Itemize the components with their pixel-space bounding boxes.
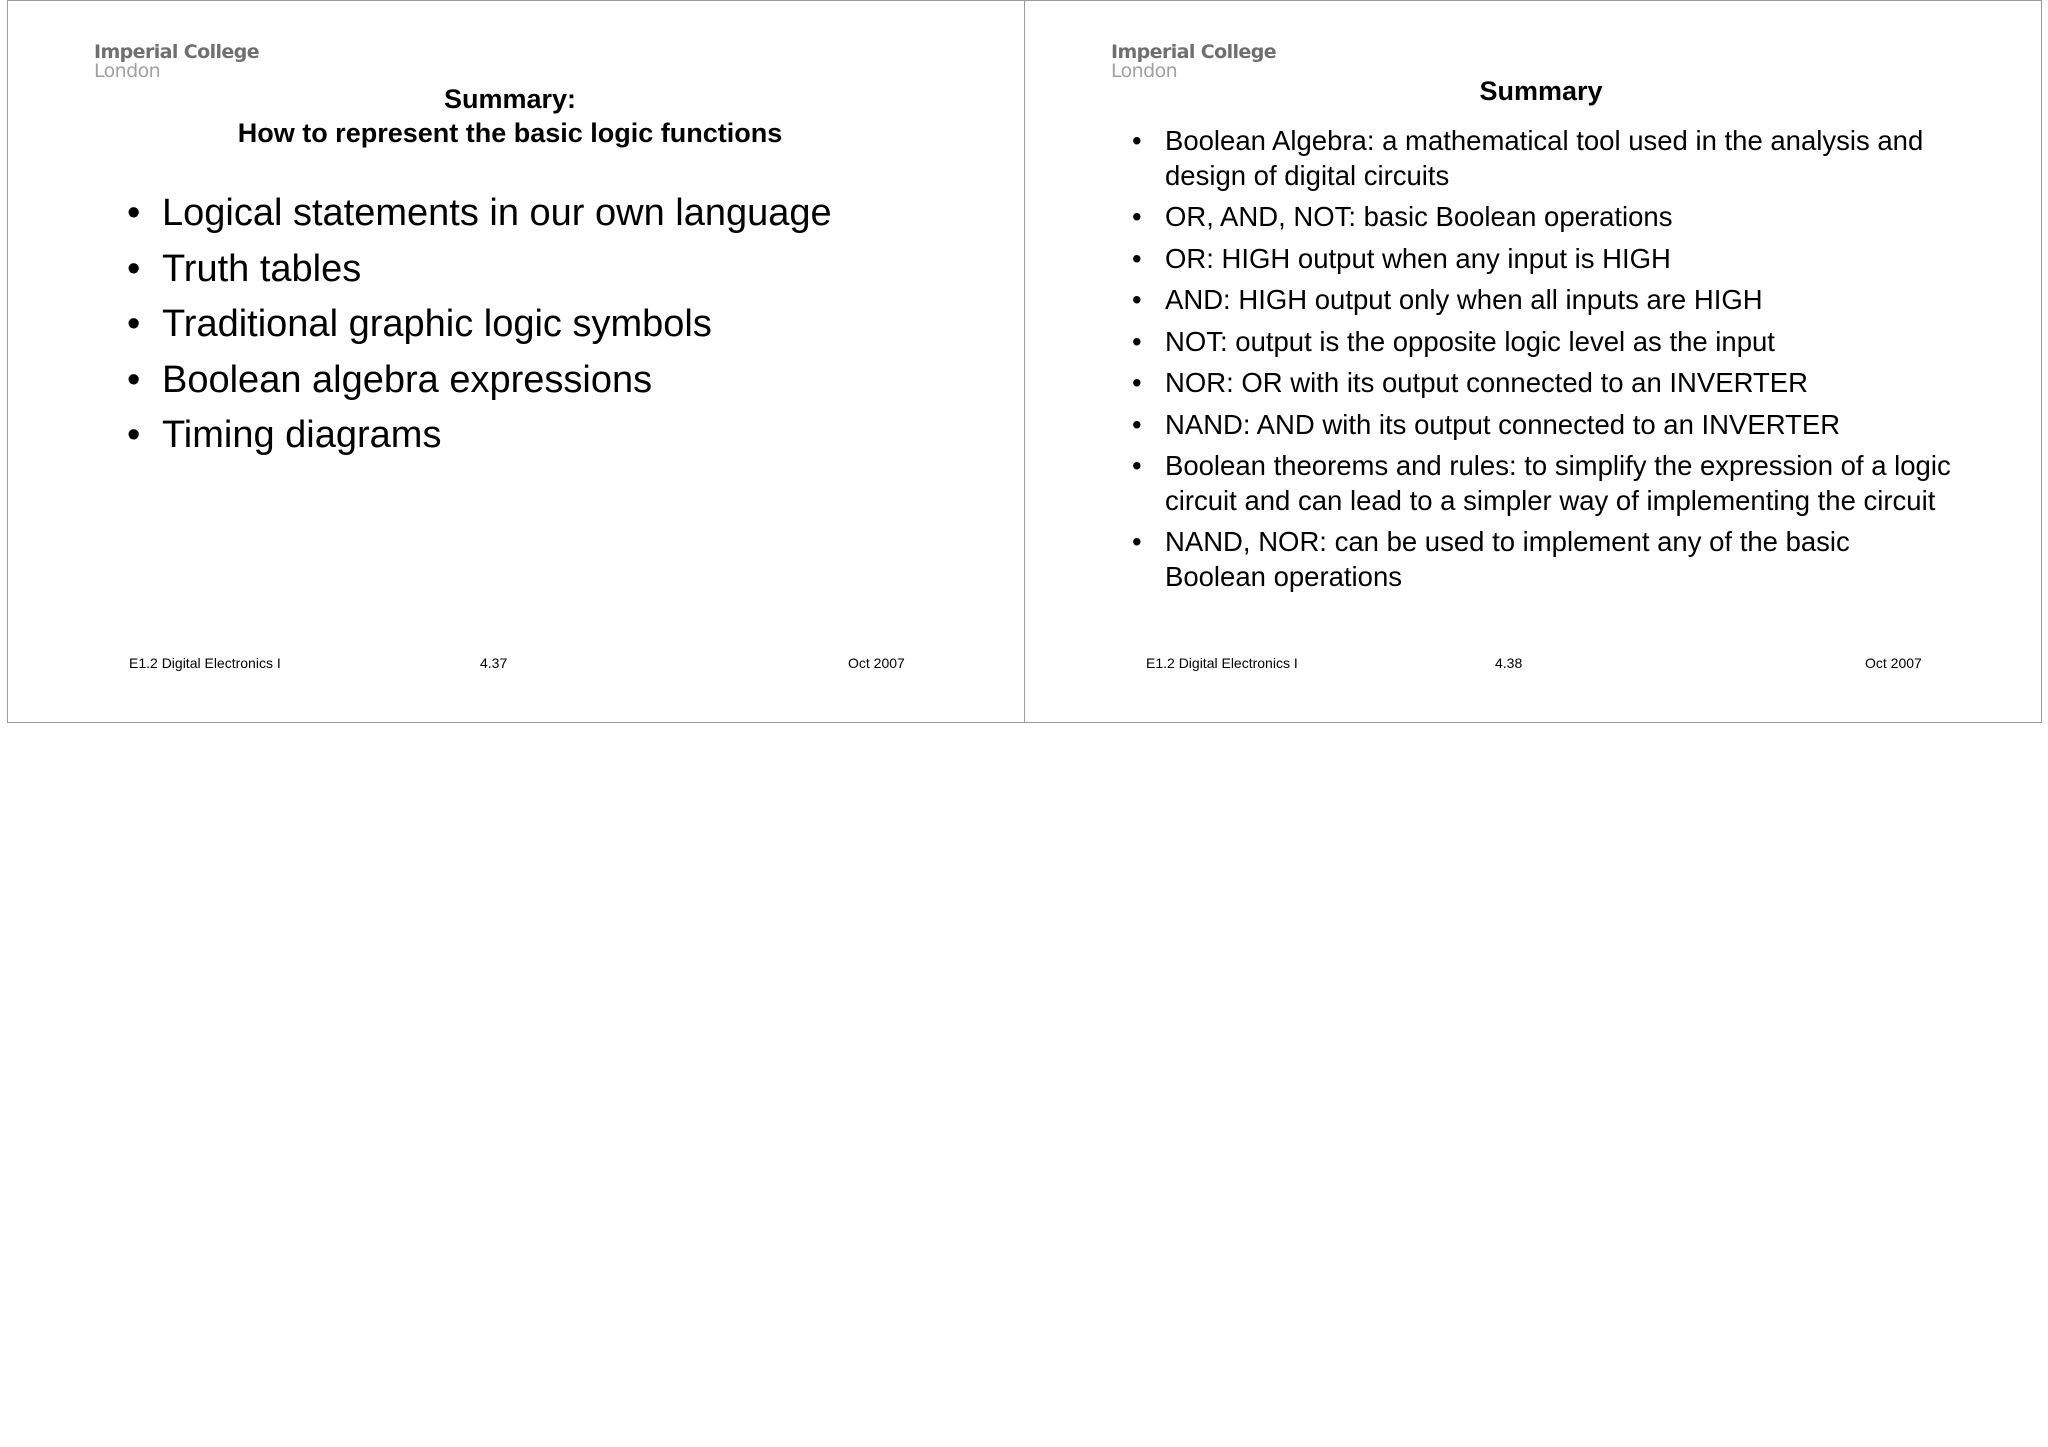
slide-title xyxy=(8,82,1012,150)
bullet-item xyxy=(127,242,982,298)
bullet-icon: • xyxy=(1132,284,1142,315)
bullet-text: Timing diagrams xyxy=(162,414,442,456)
bullet-icon: • xyxy=(127,303,141,345)
bullet-icon: • xyxy=(1132,526,1142,557)
slide-4-38 xyxy=(1024,0,2042,723)
slide-title: Summary xyxy=(1479,76,1603,106)
bullet-icon: • xyxy=(1132,325,1142,357)
bullet-icon: • xyxy=(1132,367,1142,398)
bullet-text: Boolean Algebra: a mathematical tool used in the analysis and design of digital circuits xyxy=(1165,125,1924,191)
bullet-icon: • xyxy=(127,247,141,290)
bullet-text: Boolean theorems and rules: to simplify the expression of a logic circuit and can lead to a simpler way of implementing the circuit xyxy=(1165,450,1951,516)
footer-page-number: 4.38 xyxy=(1495,655,1523,671)
bullet-icon: • xyxy=(1132,450,1142,481)
logo-line-2: London xyxy=(1111,60,1178,82)
bullet-item xyxy=(1132,525,1955,594)
imperial-college-logo xyxy=(94,43,259,81)
bullet-icon: • xyxy=(1132,201,1142,232)
bullet-icon: • xyxy=(1132,242,1142,274)
logo-line-1: Imperial College xyxy=(1111,41,1276,63)
bullet-text: OR, AND, NOT: basic Boolean operations xyxy=(1165,201,1673,232)
footer-course: E1.2 Digital Electronics I xyxy=(1146,655,1298,671)
bullet-text: Boolean algebra expressions xyxy=(162,358,653,401)
slide-title-line-1: Summary: xyxy=(443,84,577,114)
bullet-item xyxy=(1132,283,1955,318)
bullet-icon: • xyxy=(1132,125,1142,156)
footer-course: E1.2 Digital Electronics I xyxy=(129,655,281,671)
bullet-text: NOT: output is the opposite logic level as the input xyxy=(1165,325,1775,357)
bullet-item xyxy=(1132,200,1955,235)
bullet-list xyxy=(127,186,982,464)
footer-date: Oct 2007 xyxy=(1865,655,1922,671)
bullet-list xyxy=(1132,124,1955,601)
bullet-text: Truth tables xyxy=(162,247,362,290)
bullet-item xyxy=(127,408,982,464)
slide-title-line-2: How to represent the basic logic functions xyxy=(237,118,783,148)
bullet-text: AND: HIGH output only when all inputs are HIGH xyxy=(1165,284,1763,315)
bullet-item xyxy=(1132,366,1955,401)
bullet-item xyxy=(127,353,982,409)
bullet-item xyxy=(1132,449,1955,518)
logo-line-1: Imperial College xyxy=(94,41,259,63)
bullet-item xyxy=(127,297,982,353)
slide-4-37 xyxy=(7,0,1025,723)
bullet-icon: • xyxy=(127,414,141,456)
bullet-text: OR: HIGH output when any input is HIGH xyxy=(1165,242,1671,274)
footer-page-number: 4.37 xyxy=(480,655,508,671)
bullet-text: NAND: AND with its output connected to an INVERTER xyxy=(1165,408,1841,440)
bullet-item xyxy=(1132,124,1955,193)
footer-date: Oct 2007 xyxy=(848,655,905,671)
bullet-icon: • xyxy=(1132,408,1142,440)
bullet-text: NAND, NOR: can be used to implement any of the basic Boolean operations xyxy=(1165,526,1850,592)
bullet-item xyxy=(127,186,982,242)
bullet-icon: • xyxy=(127,358,141,401)
bullet-text: NOR: OR with its output connected to an INVERTER xyxy=(1165,367,1808,398)
bullet-item xyxy=(1132,408,1955,443)
bullet-icon: • xyxy=(127,192,141,234)
bullet-item xyxy=(1132,325,1955,360)
logo-line-2: London xyxy=(94,60,161,82)
bullet-text: Traditional graphic logic symbols xyxy=(162,303,712,345)
bullet-item xyxy=(1132,242,1955,277)
bullet-text: Logical statements in our own language xyxy=(162,192,832,234)
